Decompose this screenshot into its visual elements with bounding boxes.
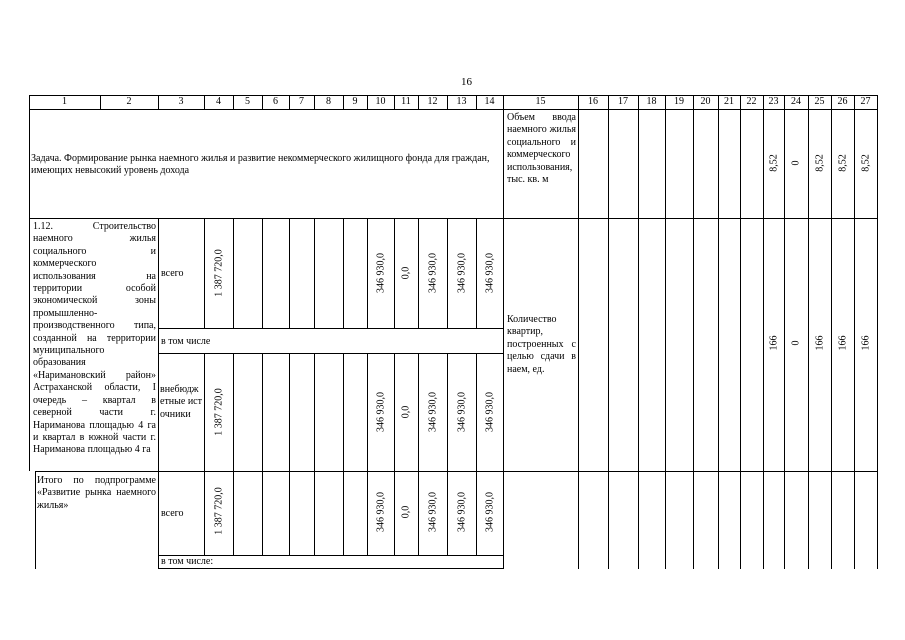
finance-c10: 346 930,0 bbox=[375, 392, 387, 432]
header-col-3: 3 bbox=[178, 96, 184, 107]
table-rule bbox=[343, 353, 344, 555]
finance-c13: 346 930,0 bbox=[456, 492, 468, 532]
task-value-c23: 8,52 bbox=[768, 154, 780, 172]
table-rule bbox=[262, 218, 263, 328]
header-col-20: 20 bbox=[700, 96, 711, 107]
table-rule bbox=[314, 218, 315, 328]
task-text: Задача. Формирование рынка наемного жилья и развитие некоммерческого жилищного фонда для граждан, имеющих невысокий уровень дохода bbox=[31, 153, 490, 177]
header-col-14: 14 bbox=[484, 96, 495, 107]
table-rule bbox=[831, 95, 832, 569]
table-rule bbox=[418, 353, 419, 555]
measure-name: 1.12. Строительство наемного жилья социального и коммерческого использования на территории особой экономической зоны промышленно-производственного типа, созданной на территории муниципального образования «Наримановский район» Астраханской области, I очередь – квартал в северной части г. Нариманова площадью 4 га и квартал в южной части г. Нариманова площадью 4 га bbox=[33, 221, 156, 456]
header-col-11: 11 bbox=[401, 96, 411, 107]
table-rule bbox=[808, 95, 809, 569]
table-rule bbox=[718, 95, 719, 569]
table-rule bbox=[394, 218, 395, 328]
table-rule bbox=[763, 95, 764, 569]
header-col-4: 4 bbox=[216, 96, 221, 107]
header-col-24: 24 bbox=[791, 96, 801, 107]
table-rule bbox=[158, 328, 503, 329]
header-col-21: 21 bbox=[724, 96, 734, 107]
header-col-16: 16 bbox=[588, 96, 598, 107]
task-value-c26: 8,52 bbox=[837, 154, 849, 172]
table-rule bbox=[314, 353, 315, 555]
row-label-total: всего bbox=[161, 268, 184, 279]
header-col-2: 2 bbox=[126, 96, 132, 107]
table-rule bbox=[29, 95, 30, 218]
table-rule bbox=[476, 353, 477, 555]
table-rule bbox=[608, 95, 609, 569]
header-col-17: 17 bbox=[618, 96, 628, 107]
table-rule bbox=[29, 218, 877, 219]
header-col-23: 23 bbox=[768, 96, 779, 107]
table-rule bbox=[740, 95, 741, 569]
page-number: 16 bbox=[461, 76, 472, 88]
finance-c11: 0,0 bbox=[400, 266, 412, 280]
table-rule bbox=[578, 95, 579, 569]
table-rule bbox=[29, 218, 30, 471]
header-col-8: 8 bbox=[326, 96, 331, 107]
row-label-total-2: всего bbox=[161, 508, 184, 519]
table-rule bbox=[367, 218, 368, 328]
finance-c12: 346 930,0 bbox=[427, 492, 439, 532]
table-rule bbox=[394, 353, 395, 555]
finance-c10: 346 930,0 bbox=[375, 253, 387, 293]
table-rule bbox=[233, 353, 234, 555]
task-value-c25: 8,52 bbox=[814, 154, 826, 172]
table-rule bbox=[447, 353, 448, 555]
table-rule bbox=[503, 95, 504, 569]
table-rule bbox=[418, 218, 419, 328]
table-rule bbox=[693, 95, 694, 569]
table-rule bbox=[289, 353, 290, 555]
table-rule bbox=[158, 218, 159, 569]
table-rule bbox=[367, 353, 368, 555]
header-col-12: 12 bbox=[427, 96, 438, 107]
header-col-15: 15 bbox=[535, 96, 546, 107]
finance-c14: 346 930,0 bbox=[484, 253, 496, 293]
table-rule bbox=[343, 218, 344, 328]
table-rule bbox=[204, 353, 205, 555]
table-rule bbox=[158, 353, 503, 354]
measure-value-c25: 166 bbox=[814, 335, 826, 351]
finance-c4: 1 387 720,0 bbox=[213, 487, 225, 535]
measure-indicator: Количество квартир, построенных с целью сдачи в наем, ед. bbox=[507, 314, 576, 375]
measure-value-c24: 0 bbox=[790, 340, 802, 346]
finance-c10: 346 930,0 bbox=[375, 492, 387, 532]
row-label-extrabudget: внебюджетные источники bbox=[160, 384, 202, 420]
table-rule bbox=[29, 109, 877, 110]
finance-c13: 346 930,0 bbox=[456, 253, 468, 293]
task-indicator: Объем ввода наемного жилья социального и коммерческого использования, тыс. кв. м bbox=[507, 112, 576, 186]
row-label-including-2: в том числе: bbox=[161, 556, 214, 567]
table-rule bbox=[289, 218, 290, 328]
header-col-27: 27 bbox=[860, 96, 871, 107]
table-rule bbox=[233, 218, 234, 328]
table-rule bbox=[35, 471, 36, 569]
header-col-10: 10 bbox=[375, 96, 386, 107]
finance-c13: 346 930,0 bbox=[456, 392, 468, 432]
finance-c11: 0,0 bbox=[400, 405, 412, 419]
measure-value-c27: 166 bbox=[860, 335, 872, 351]
header-col-25: 25 bbox=[814, 96, 825, 107]
header-col-7: 7 bbox=[299, 96, 304, 107]
finance-c4: 1 387 720,0 bbox=[213, 388, 225, 436]
header-col-18: 18 bbox=[646, 96, 657, 107]
finance-c11: 0,0 bbox=[400, 505, 412, 519]
table-rule bbox=[35, 471, 877, 472]
table-rule bbox=[784, 95, 785, 569]
header-col-22: 22 bbox=[746, 96, 757, 107]
header-col-9: 9 bbox=[352, 96, 358, 107]
table-rule bbox=[665, 95, 666, 569]
table-rule bbox=[262, 353, 263, 555]
subtotal-name: Итого по подпрограмме «Развитие рынка наемного жилья» bbox=[37, 475, 156, 511]
table-rule bbox=[877, 95, 878, 569]
table-rule bbox=[447, 218, 448, 328]
table-rule bbox=[854, 95, 855, 569]
header-col-6: 6 bbox=[273, 96, 278, 107]
table-rule bbox=[204, 218, 205, 328]
finance-c14: 346 930,0 bbox=[484, 392, 496, 432]
header-col-19: 19 bbox=[674, 96, 684, 107]
header-col-5: 5 bbox=[245, 96, 250, 107]
finance-c12: 346 930,0 bbox=[427, 253, 439, 293]
finance-c4: 1 387 720,0 bbox=[213, 249, 225, 297]
task-value-c27: 8,52 bbox=[860, 154, 872, 172]
task-value-c24: 0 bbox=[790, 160, 802, 166]
finance-c14: 346 930,0 bbox=[484, 492, 496, 532]
measure-value-c23: 166 bbox=[768, 335, 780, 351]
row-label-including: в том числе bbox=[161, 336, 211, 347]
table-rule bbox=[638, 95, 639, 569]
measure-value-c26: 166 bbox=[837, 335, 849, 351]
header-col-1: 1 bbox=[62, 96, 67, 107]
table-rule bbox=[476, 218, 477, 328]
finance-c12: 346 930,0 bbox=[427, 392, 439, 432]
header-col-26: 26 bbox=[837, 96, 848, 107]
header-col-13: 13 bbox=[456, 96, 467, 107]
